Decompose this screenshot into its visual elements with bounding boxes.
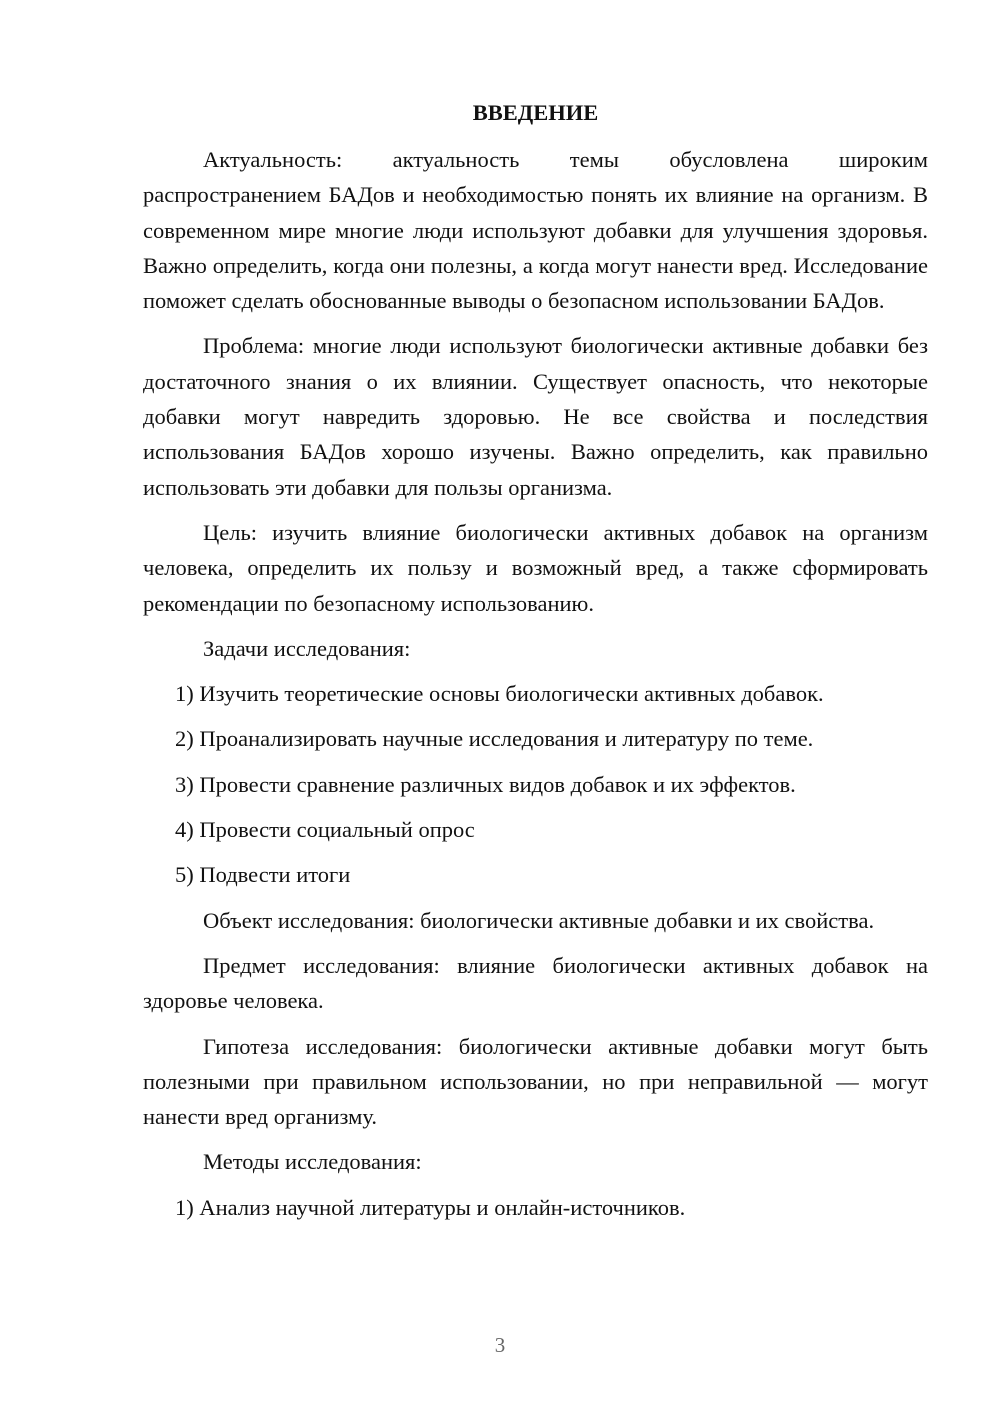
document-page (143, 95, 928, 1235)
list-item: 4) Провести социальный опрос (175, 817, 475, 843)
paragraph-goal: Цель: изучить влияние биологически активных добавок на организм человека, определить их пользу и возможный вред, а также сформировать рекомендации по безопасному использованию. (143, 519, 928, 616)
section-heading: ВВЕДЕНИЕ (472, 100, 599, 125)
paragraph-object: Объект исследования: биологически активные добавки и их свойства. (203, 907, 875, 933)
paragraph-subject: Предмет исследования: влияние биологически активных добавок на здоровье человека. (143, 952, 928, 1014)
list-item: 1) Изучить теоретические основы биологически активных добавок. (175, 681, 824, 707)
paragraph-relevance: Актуальность: актуальность темы обусловлена широким распространением БАДов и необходимостью понять их влияние на организм. В современном мире многие люди используют добавки для улучшения здоровья. Важно определить, когда они полезны, а когда могут нанести вред. Исследование поможет сделать обоснованные выводы о безопасном использовании БАДов. (143, 147, 928, 314)
tasks-list (143, 676, 928, 892)
list-item: 1) Анализ научной литературы и онлайн-источников. (175, 1194, 686, 1220)
methods-title: Методы исследования: (203, 1149, 422, 1175)
list-item: 5) Подвести итоги (175, 862, 351, 888)
methods-list (143, 1190, 928, 1225)
list-item: 3) Провести сравнение различных видов добавок и их эффектов. (175, 771, 796, 797)
paragraph-problem: Проблема: многие люди используют биологически активные добавки без достаточного знания о их влиянии. Существует опасность, что некоторые добавки могут навредить здоровью. Не все свойства и последствия использования БАДов хорошо изучены. Важно определить, как правильно использовать эти добавки для пользы организма. (143, 333, 928, 500)
tasks-title: Задачи исследования: (203, 635, 411, 661)
page-number: 3 (494, 1333, 506, 1357)
paragraph-hypothesis: Гипотеза исследования: биологически активные добавки могут быть полезными при правильном использовании, но при неправильной — могут нанести вред организму. (143, 1033, 928, 1130)
list-item: 2) Проанализировать научные исследования и литературу по теме. (175, 726, 814, 752)
